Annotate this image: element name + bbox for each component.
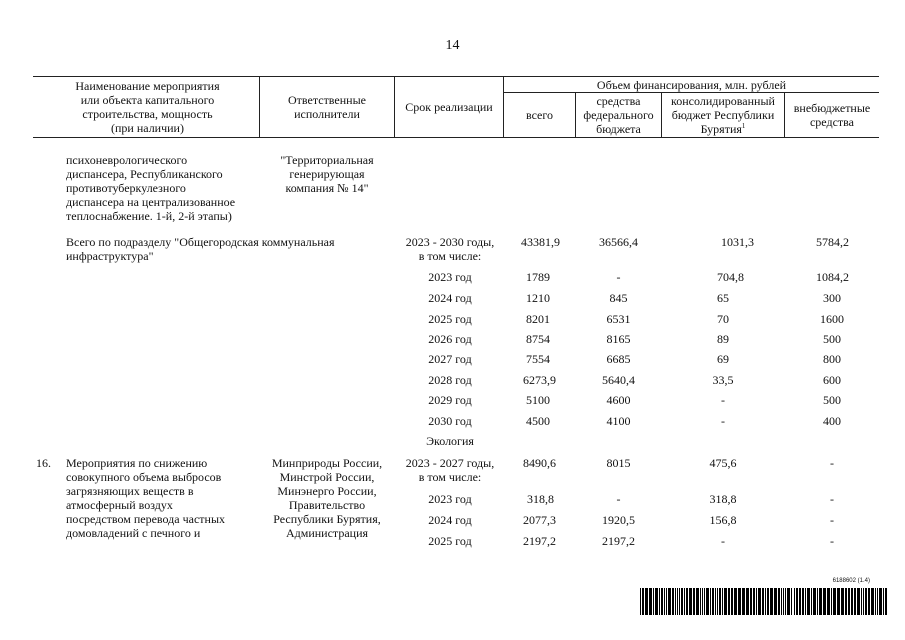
barcode-bar	[677, 588, 678, 615]
barcode-bar	[702, 588, 703, 615]
barcode-bar	[750, 588, 752, 615]
barcode-bar	[731, 588, 733, 615]
barcode-bar	[851, 588, 853, 615]
period-cell: 2026 год	[428, 332, 472, 346]
federal-cell: 8165	[606, 332, 631, 346]
barcode-bar	[645, 588, 648, 615]
extra-cell: -	[830, 456, 834, 470]
federal-cell: 1920,5	[602, 513, 635, 527]
barcode-bar	[811, 588, 812, 615]
barcode-bar	[765, 588, 766, 615]
barcode-bar	[719, 588, 721, 615]
header-funding: Объем финансирования, млн. рублей	[596, 78, 787, 92]
federal-cell: 4600	[606, 393, 631, 407]
item-executors: Минприроды России, Минстрой России, Минэнерго России, Правительство Республики Бурятия, Администрация	[271, 456, 383, 540]
barcode-bar	[661, 588, 663, 615]
funding-subheader-line	[503, 92, 879, 93]
barcode-bar	[706, 588, 709, 615]
barcode-bar	[785, 588, 786, 615]
barcode-bar	[833, 588, 836, 615]
barcode-bar	[857, 588, 860, 615]
barcode-bar	[813, 588, 816, 615]
barcode-bar	[693, 588, 695, 615]
barcode-bar	[841, 588, 844, 615]
barcode-bar	[704, 588, 705, 615]
total-cell: 1210	[526, 291, 550, 305]
barcode-bar	[783, 588, 784, 615]
barcode-bar	[762, 588, 764, 615]
header-bottom-line	[33, 137, 879, 138]
continuation-executors: "Территориальная генерирующая компания № 14"	[280, 153, 374, 195]
federal-cell: 8015	[606, 456, 631, 470]
extra-cell: -	[830, 492, 834, 506]
barcode-bar	[710, 588, 711, 615]
item-number: 16.	[36, 456, 51, 470]
consolidated-cell: -	[721, 393, 725, 407]
barcode-bar	[827, 588, 830, 615]
barcode-bar	[863, 588, 864, 615]
barcode-bar	[861, 588, 862, 615]
federal-cell: 6531	[606, 312, 631, 326]
barcode-bar	[770, 588, 773, 615]
federal-cell: 5640,4	[602, 373, 635, 387]
header-federal: средства федерального бюджета	[583, 94, 654, 136]
barcode-bar	[877, 588, 878, 615]
period-cell: 2024 год	[428, 513, 472, 527]
extra-cell: 500	[823, 332, 841, 346]
barcode-bar	[787, 588, 790, 615]
barcode-bar	[885, 588, 887, 615]
header-term: Срок реализации	[405, 100, 493, 114]
barcode-bar	[738, 588, 741, 615]
federal-cell: 6685	[606, 352, 631, 366]
consolidated-cell: 156,8	[709, 513, 737, 527]
period-cell: 2023 год	[428, 270, 472, 284]
federal-cell: 845	[609, 291, 628, 305]
barcode-bar	[649, 588, 652, 615]
total-cell: 318,8	[527, 492, 554, 506]
barcode-bar	[717, 588, 718, 615]
barcode-bar	[845, 588, 847, 615]
barcode-bar	[796, 588, 798, 615]
barcode-bar	[696, 588, 699, 615]
barcode-bar	[728, 588, 730, 615]
barcode-bar	[715, 588, 716, 615]
barcode-bar	[799, 588, 801, 615]
federal-cell: 36566,4	[599, 235, 638, 249]
barcode-number: 6188602 (1.4)	[832, 578, 870, 584]
barcode-bar	[640, 588, 641, 615]
total-cell: 1789	[526, 270, 550, 284]
period-cell: 2025 год	[428, 312, 472, 326]
barcode-bar	[868, 588, 870, 615]
barcode-bar	[746, 588, 749, 615]
federal-cell: -	[616, 270, 621, 284]
header-name: Наименование мероприятия или объекта капитального строительства, мощность (при наличии)	[75, 79, 220, 135]
period-cell: 2030 год	[428, 414, 472, 428]
period-cell: 2024 год	[428, 291, 472, 305]
period-cell: 2023 - 2030 годы, в том числе:	[405, 235, 495, 263]
consolidated-cell: 318,8	[709, 492, 737, 506]
total-cell: 2197,2	[523, 534, 556, 548]
total-cell: 2077,3	[523, 513, 556, 527]
header-consolidated: консолидированный бюджет Республики Бурятия$^1$	[671, 94, 775, 136]
barcode-bar	[664, 588, 665, 615]
extra-cell: 1084,2	[816, 270, 849, 284]
federal-cell: 4100	[606, 414, 631, 428]
barcode-bar	[655, 588, 658, 615]
barcode-bar	[831, 588, 832, 615]
consolidated-cell: -	[721, 534, 725, 548]
barcode-bar	[724, 588, 727, 615]
total-cell: 5100	[526, 393, 550, 407]
extra-cell: -	[830, 534, 834, 548]
barcode-bar	[767, 588, 769, 615]
subtotal-name: Всего по подразделу "Общегородская коммунальная инфраструктура"	[66, 235, 335, 263]
barcode-bar	[875, 588, 876, 615]
barcode-bar	[653, 588, 654, 615]
barcode-bar	[659, 588, 660, 615]
continuation-name: психоневрологического диспансера, Республиканского противотуберкулезного диспансера на централизованное теплоснабжение. 1-й, 2-й этапы)	[66, 153, 236, 223]
barcode-bar	[879, 588, 882, 615]
barcode-bar	[684, 588, 685, 615]
page-number: 14	[445, 38, 460, 53]
barcode-bar	[807, 588, 810, 615]
barcode-bar	[848, 588, 850, 615]
barcode-bar	[837, 588, 840, 615]
barcode-bar	[802, 588, 804, 615]
consolidated-cell: 704,8	[717, 270, 744, 284]
barcode-bar	[689, 588, 692, 615]
consolidated-cell: 65	[717, 291, 729, 305]
header-executors: Ответственные исполнители	[288, 93, 366, 121]
barcode-bar	[666, 588, 667, 615]
period-cell: 2029 год	[428, 393, 472, 407]
barcode-bar	[734, 588, 737, 615]
total-cell: 43381,9	[521, 235, 560, 249]
header-top-line	[33, 76, 879, 77]
consolidated-cell: 69	[717, 352, 729, 366]
barcode-bar	[817, 588, 818, 615]
period-cell: 2028 год	[428, 373, 472, 387]
extra-cell: -	[830, 513, 834, 527]
barcode-bar	[854, 588, 856, 615]
total-cell: 8754	[526, 332, 550, 346]
extra-cell: 5784,2	[816, 235, 849, 249]
barcode-bar	[794, 588, 795, 615]
period-cell: 2025 год	[428, 534, 472, 548]
federal-cell: -	[616, 492, 621, 506]
barcode-bar	[819, 588, 822, 615]
barcode-bar	[883, 588, 884, 615]
total-cell: 4500	[526, 414, 550, 428]
barcode-bar	[781, 588, 782, 615]
footnote-marker: 1	[741, 122, 746, 130]
consolidated-cell: 1031,3	[721, 235, 754, 249]
consolidated-cell: -	[721, 414, 725, 428]
consolidated-cell: 33,5	[712, 373, 734, 387]
barcode-bar	[672, 588, 674, 615]
barcode-bar	[681, 588, 683, 615]
barcode-bar	[642, 588, 644, 615]
consolidated-cell: 70	[717, 312, 729, 326]
barcode-bar	[774, 588, 777, 615]
barcode-bar	[758, 588, 761, 615]
header-extrabudget: внебюджетные средства	[793, 101, 871, 129]
barcode-bar	[823, 588, 826, 615]
header-total: всего	[525, 108, 554, 122]
extra-cell: 1600	[820, 312, 844, 326]
total-cell: 6273,9	[523, 373, 556, 387]
barcode-bar	[871, 588, 874, 615]
extra-cell: 800	[823, 352, 841, 366]
consolidated-cell: 89	[717, 332, 729, 346]
extra-cell: 600	[823, 373, 841, 387]
section-title: Экология	[426, 434, 474, 448]
barcode-bar	[679, 588, 680, 615]
barcode-bar	[753, 588, 755, 615]
period-cell: 2023 год	[428, 492, 472, 506]
total-cell: 8490,6	[523, 456, 556, 470]
barcode-bar	[756, 588, 757, 615]
barcode-bar	[791, 588, 792, 615]
period-cell: 2023 - 2027 годы, в том числе:	[405, 456, 495, 484]
total-cell: 8201	[526, 312, 550, 326]
extra-cell: 400	[823, 414, 841, 428]
consolidated-cell: 475,6	[709, 456, 737, 470]
barcode-bar	[668, 588, 671, 615]
barcode-bar	[712, 588, 714, 615]
federal-cell: 2197,2	[602, 534, 635, 548]
barcode-bar	[722, 588, 723, 615]
barcode-bar	[675, 588, 676, 615]
item-name: Мероприятия по снижению совокупного объема выбросов загрязняющих веществ в атмосферный воздух посредством перевода частных домовладений с печного и	[66, 456, 225, 540]
total-cell: 7554	[526, 352, 550, 366]
extra-cell: 500	[823, 393, 841, 407]
barcode-bar	[865, 588, 867, 615]
barcode-bar	[700, 588, 701, 615]
barcode-bar	[778, 588, 780, 615]
extra-cell: 300	[823, 291, 841, 305]
barcode-bar	[805, 588, 806, 615]
barcode-image	[640, 588, 890, 615]
period-cell: 2027 год	[428, 352, 472, 366]
barcode-bar	[742, 588, 745, 615]
barcode-bar	[686, 588, 688, 615]
